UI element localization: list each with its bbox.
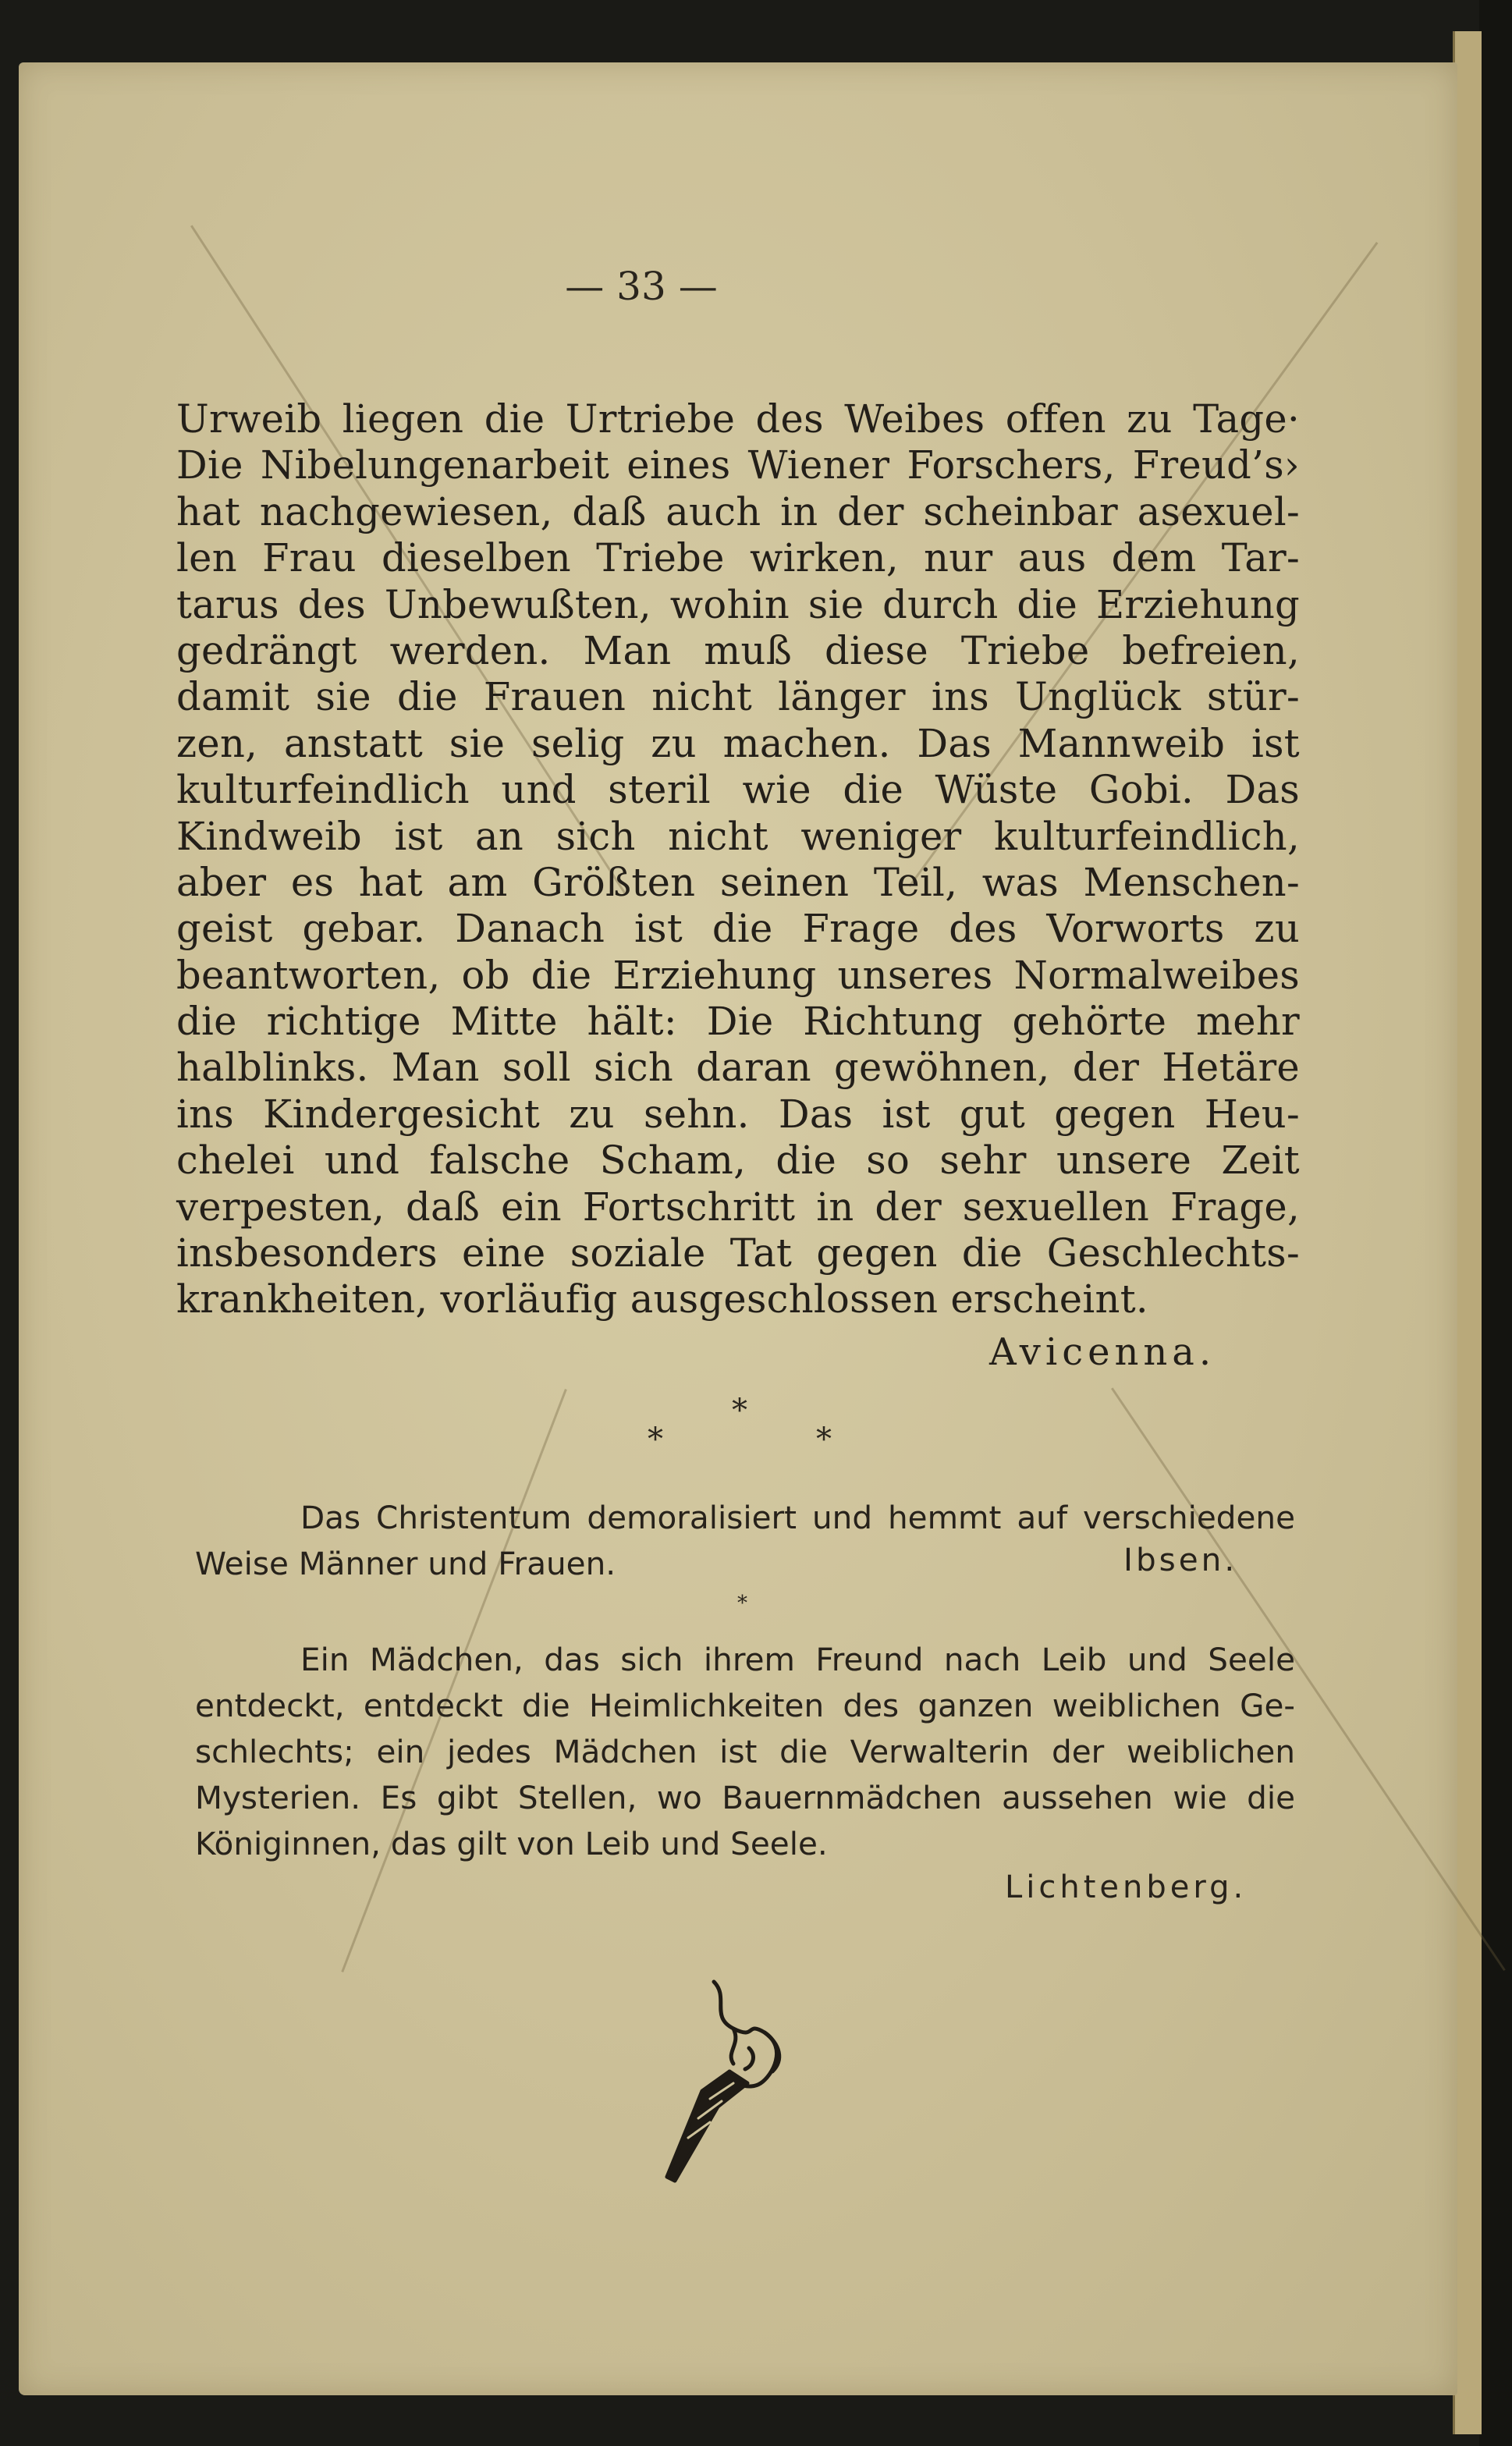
- signature-avicenna: Avicenna.: [989, 1330, 1216, 1374]
- separator-star-top: *: [732, 1393, 747, 1429]
- small-separator-star: *: [737, 1592, 747, 1615]
- text-line: die richtige Mitte hält: Die Richtung gehörte mehr: [176, 999, 1300, 1045]
- text-line: Die Nibelungenarbeit eines Wiener Forschers, Freud’s›: [176, 442, 1300, 488]
- book-spine: [1479, 0, 1512, 2446]
- separator-star-left: *: [648, 1422, 663, 1457]
- text-line: len Frau dieselben Triebe wirken, nur aus dem Tar-: [176, 535, 1300, 581]
- text-line: beantworten, ob die Erziehung unseres Normalweibes: [176, 952, 1300, 998]
- quote-line: Mysterien. Es gibt Stellen, wo Bauernmädchen aussehen wie die: [195, 1779, 1295, 1816]
- text-line: halblinks. Man soll sich daran gewöhnen, der Hetäre: [176, 1045, 1300, 1091]
- text-line: zen, anstatt sie selig zu machen. Das Mannweib ist: [176, 720, 1300, 766]
- quote-lichtenberg: [195, 1637, 1295, 1867]
- torch-icon: [655, 1974, 835, 2192]
- main-paragraph: [176, 396, 1300, 1323]
- text-line: aber es hat am Größten seinen Teil, was Menschen-: [176, 859, 1300, 905]
- text-line: Kindweib ist an sich nicht weniger kulturfeindlich,: [176, 813, 1300, 859]
- text-line: chelei und falsche Scham, die so sehr unsere Zeit: [176, 1138, 1300, 1184]
- quote-line: Das Christentum demoralisiert und hemmt auf verschiedene: [300, 1499, 1295, 1536]
- text-line: gedrängt werden. Man muß diese Triebe befreien,: [176, 627, 1300, 673]
- quote-line: Königinnen, das gilt von Leib und Seele.: [195, 1825, 828, 1862]
- separator-star-right: *: [816, 1422, 832, 1457]
- text-line: hat nachgewiesen, daß auch in der scheinbar asexuel-: [176, 488, 1300, 534]
- page-number: — 33 —: [565, 264, 718, 309]
- author-ibsen: Ibsen.: [1123, 1541, 1238, 1578]
- text-line: krankheiten, vorläufig ausgeschlossen erscheint.: [176, 1276, 1148, 1322]
- quote-line: Weise Männer und Frauen.: [195, 1545, 616, 1582]
- text-line: Urweib liegen die Urtriebe des Weibes offen zu Tage·: [176, 396, 1300, 442]
- text-line: insbesonders eine soziale Tat gegen die Geschlechts-: [176, 1230, 1300, 1276]
- quote-line: entdeckt, entdeckt die Heimlichkeiten des ganzen weiblichen Ge-: [195, 1687, 1295, 1724]
- text-line: verpesten, daß ein Fortschritt in der sexuellen Frage,: [176, 1184, 1300, 1230]
- author-lichtenberg: Lichtenberg.: [1005, 1869, 1248, 1905]
- text-line: tarus des Unbewußten, wohin sie durch die Erziehung: [176, 581, 1300, 627]
- quote-line: schlechts; ein jedes Mädchen ist die Verwalterin der weiblichen: [195, 1733, 1295, 1770]
- text-line: geist gebar. Danach ist die Frage des Vorworts zu: [176, 906, 1300, 952]
- quote-line: Ein Mädchen, das sich ihrem Freund nach Leib und Seele: [300, 1641, 1295, 1678]
- text-line: kulturfeindlich und steril wie die Wüste Gobi. Das: [176, 767, 1300, 813]
- text-line: damit sie die Frauen nicht länger ins Unglück stür-: [176, 674, 1300, 720]
- text-line: ins Kindergesicht zu sehn. Das ist gut gegen Heu-: [176, 1091, 1300, 1137]
